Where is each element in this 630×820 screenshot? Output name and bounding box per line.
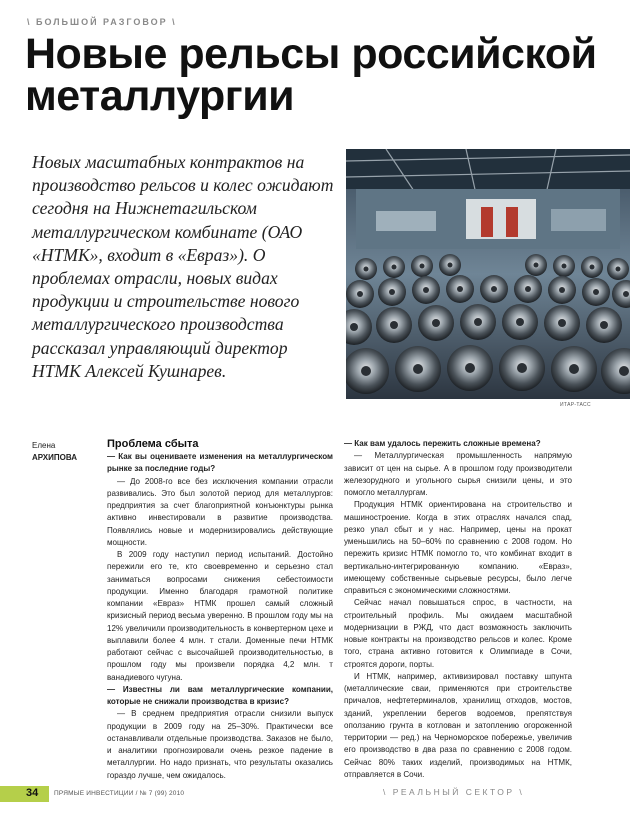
- interview-question: — Известны ли вам металлургические компании, которые не снижали производства в кризис?: [107, 684, 333, 706]
- photo-illustration: [346, 149, 630, 399]
- article-paragraph: И НТМК, например, активизировал поставку шпунта (металлические сваи, применяются при строительстве причалов, нефтетерминалов, хранилищ отходов, мостов, зданий, укреплении берегов водоемов, препятствуя оползанию грунта в котлован и затоплению огороженной территории — ред.) на Черноморское побережье, увеличив его производство в два раза по сравнению с 2008 годом. Сейчас 80% таких изделий, производимых на НТМК, отправляется в Сочи.: [344, 671, 572, 779]
- author-first-name: Елена: [32, 441, 56, 450]
- article-paragraph: — Металлургическая промышленность напрямую зависит от цен на сырье. А в прошлом году производители железорудного и угольного сырья снизили цены, и это помогло металлургам.: [344, 451, 572, 497]
- lead-paragraph: Новых масштабных контрактов на производство рельсов и колес ожидают сегодня на Нижнетагильском металлургическом комбинате (ОАО «НТМК», входит в «Евраз»). О проблемах отрасли, новых видах продукции и строительстве нового металлургического производства рассказал управляющий директор НТМК Алексей Кушнарев.: [32, 152, 334, 381]
- factory-photo: [346, 149, 630, 399]
- headline: Новые рельсы российской металлургии: [25, 30, 597, 120]
- author-byline: [32, 440, 77, 464]
- section-name: \ РЕАЛЬНЫЙ СЕКТОР \: [383, 787, 525, 797]
- article-column-1: [107, 438, 333, 782]
- page-number: 34: [26, 787, 39, 799]
- article-paragraph: В 2009 году наступил период испытаний. Достойно пережили его те, кто своевременно и серьезно стал заниматься вопросами снижения себестоимости продукции. Именно благодаря грамотной политике компании «Евраз» НТМК прошел самый сложный кризисный период весьма уверенно. В прошлом году мы на 12% увеличили производительность в конвертерном цехе и выплавили более 4 млн. т стали. Доменные печи НТМК работают сейчас с высочайшей производительностью, в прошлом году мы произвели порядка 4,2 млн. т ванадиевого чугуна.: [107, 550, 333, 682]
- column-1-body: [107, 451, 333, 782]
- article-paragraph: Сейчас начал повышаться спрос, в частности, на строительный профиль. Мы ожидаем масштабной модернизации в РЖД, что даст возможность заключить новые контракты на производство рельсов и колес. Кроме того, страна активно готовится к Олимпиаде в Сочи, строятся дороги, порты.: [344, 598, 572, 669]
- rubric: \ БОЛЬШОЙ РАЗГОВОР \: [27, 17, 177, 27]
- page-number-tab: [0, 786, 49, 802]
- column-2-body: [344, 438, 572, 781]
- author-last-name: АРХИПОВА: [32, 453, 78, 462]
- interview-question: — Как вам удалось пережить сложные времена?: [344, 439, 541, 448]
- article-paragraph: — В среднем предприятия отрасли снизили выпуск продукции в 2009 году на 25–30%. Практически все останавливали отдельные производства. Заказов не было, и аналитики прогнозировали очень резкое падение в металлургии. Но надо признать, что результаты оказались гораздо лучше, чем ожидалось.: [107, 709, 333, 780]
- article-paragraph: — До 2008-го все без исключения компании отрасли развивались. Это был золотой период для металлургов: предприятия за счет благоприятной конъюнктуры рынка активно инвестировали в развитие производства. Появлялись новые и модернизировались действующие мощности.: [107, 476, 333, 547]
- interview-question: — Как вы оцениваете изменения на металлургическом рынке за последние годы?: [107, 452, 333, 474]
- section-subheading: Проблема сбыта: [107, 438, 199, 450]
- article-column-2: [344, 438, 572, 781]
- magazine-issue: ПРЯМЫЕ ИНВЕСТИЦИИ / № 7 (99) 2010: [54, 790, 185, 797]
- article-paragraph: Продукция НТМК ориентирована на строительство и машиностроение. Когда в этих отраслях начался спад, резко упал сбыт и у нас. Например, цены на прокат уменьшились на 50–60% по сравнению с 2008 годом. Но пережить кризис НТМК помогло то, что комбинат входит в вертикально-интегрированную компанию. «Евраз», имеющему собственные сырьевые ресурсы, было легче справиться с экономическими сложностями.: [344, 500, 572, 595]
- photo-credit: ИТАР-ТАСС: [560, 402, 591, 408]
